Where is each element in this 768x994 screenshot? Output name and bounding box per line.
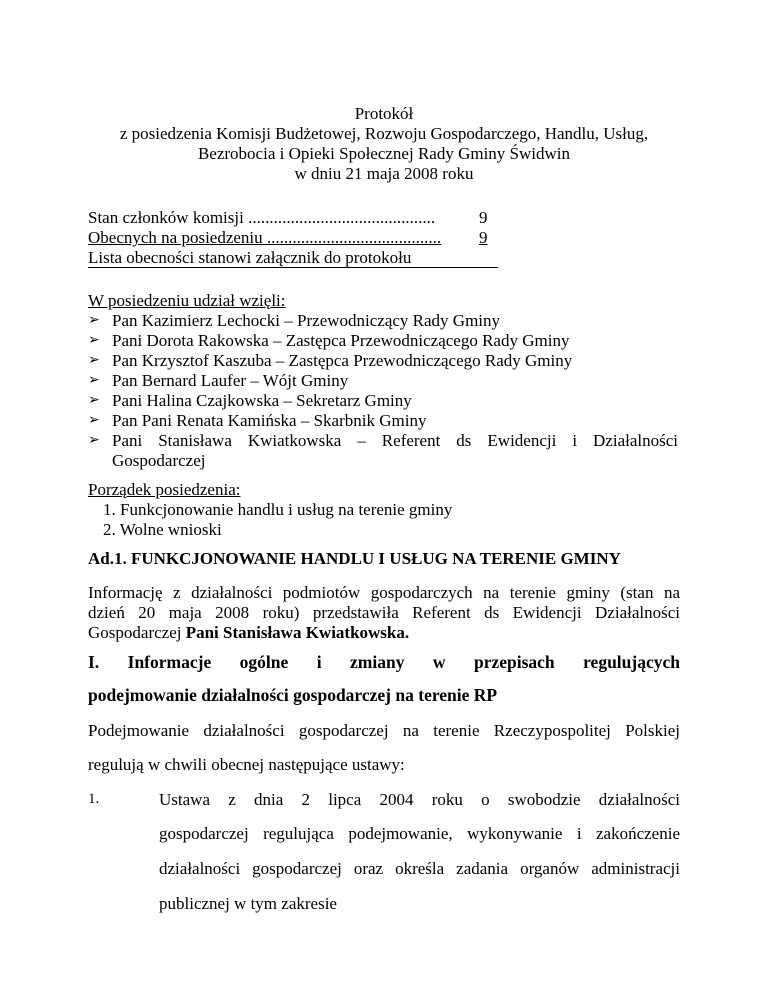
section-intro-prefix: Gospodarczej xyxy=(88,623,182,642)
subsection-heading-line-1: I. Informacje ogólne i zmiany w przepisach regulujących xyxy=(88,652,680,672)
law-list-line: działalności gospodarczej oraz określa zadania organów administracji xyxy=(159,859,680,878)
agenda-heading: Porządek posiedzenia: xyxy=(88,480,241,499)
arrow-bullet-icon: ➢ xyxy=(88,393,100,408)
section-intro-line-1: Informację z działalności podmiotów gospodarczych na terenie gminy (stan na xyxy=(88,583,680,602)
participant-item-continuation: Gospodarczej xyxy=(112,451,206,470)
participant-item: Pan Kazimierz Lechocki – Przewodniczący Rady Gminy xyxy=(112,311,501,330)
participant-item: Pani Dorota Rakowska – Zastępca Przewodniczącego Rady Gminy xyxy=(112,331,570,350)
section-heading: Ad.1. FUNKCJONOWANIE HANDLU I USŁUG NA TERENIE GMINY xyxy=(88,549,621,568)
law-list-number: 1. xyxy=(88,791,100,807)
presenter-name: Pani Stanisława Kwiatkowska. xyxy=(185,623,410,642)
participant-item: Pan Pani Renata Kamińska – Skarbnik Gminy xyxy=(112,411,427,430)
members-count-label: Stan członków komisji ............................................ xyxy=(88,208,436,227)
document-date: w dniu 21 maja 2008 roku xyxy=(294,164,474,183)
section-intro-line-2: dzień 20 maja 2008 roku) przedstawiła Referent ds Ewidencji Działalności xyxy=(88,603,680,622)
arrow-bullet-icon: ➢ xyxy=(88,413,100,428)
subsection-paragraph-line-1: Podejmowanie działalności gospodarczej na terenie Rzeczypospolitej Polskiej xyxy=(88,721,680,740)
section-intro-line-3 xyxy=(88,623,409,642)
subsection-heading-line-2: podejmowanie działalności gospodarczej na terenie RP xyxy=(88,685,498,705)
subsection-paragraph-line-2: regulują w chwili obecnej następujące ustawy: xyxy=(88,755,405,774)
participant-item: Pani Halina Czajkowska – Sekretarz Gminy xyxy=(112,391,412,410)
participant-item: Pan Bernard Laufer – Wójt Gminy xyxy=(112,371,349,390)
present-count-label: Obecnych na posiedzeniu ......................................... xyxy=(88,228,442,247)
agenda-item: 2. Wolne wnioski xyxy=(103,520,222,539)
participant-item: Pani Stanisława Kwiatkowska – Referent ds Ewidencji i Działalności xyxy=(112,431,678,450)
arrow-bullet-icon: ➢ xyxy=(88,333,100,348)
attendance-underline xyxy=(88,267,498,268)
participant-item: Pan Krzysztof Kaszuba – Zastępca Przewodniczącego Rady Gminy xyxy=(112,351,573,370)
law-list-line: publicznej w tym zakresie xyxy=(159,894,337,913)
participants-heading: W posiedzeniu udział wzięli: xyxy=(88,291,286,310)
document-subtitle-line-2: Bezrobocia i Opieki Społecznej Rady Gminy Świdwin xyxy=(197,144,571,163)
arrow-bullet-icon: ➢ xyxy=(88,433,100,448)
present-count-value: 9 xyxy=(479,228,488,247)
arrow-bullet-icon: ➢ xyxy=(88,313,100,328)
document-title: Protokół xyxy=(354,104,414,123)
arrow-bullet-icon: ➢ xyxy=(88,353,100,368)
law-list-line: gospodarczej regulująca podejmowanie, wykonywanie i zakończenie xyxy=(159,824,680,843)
arrow-bullet-icon: ➢ xyxy=(88,373,100,388)
law-list-line: Ustawa z dnia 2 lipca 2004 roku o swobodzie działalności xyxy=(159,790,680,809)
members-count-value: 9 xyxy=(479,208,488,227)
document-subtitle-line-1: z posiedzenia Komisji Budżetowej, Rozwoju Gospodarczego, Handlu, Usług, xyxy=(119,124,649,143)
attendance-list-note: Lista obecności stanowi załącznik do protokołu xyxy=(88,248,412,267)
agenda-item: 1. Funkcjonowanie handlu i usług na terenie gminy xyxy=(103,500,453,519)
